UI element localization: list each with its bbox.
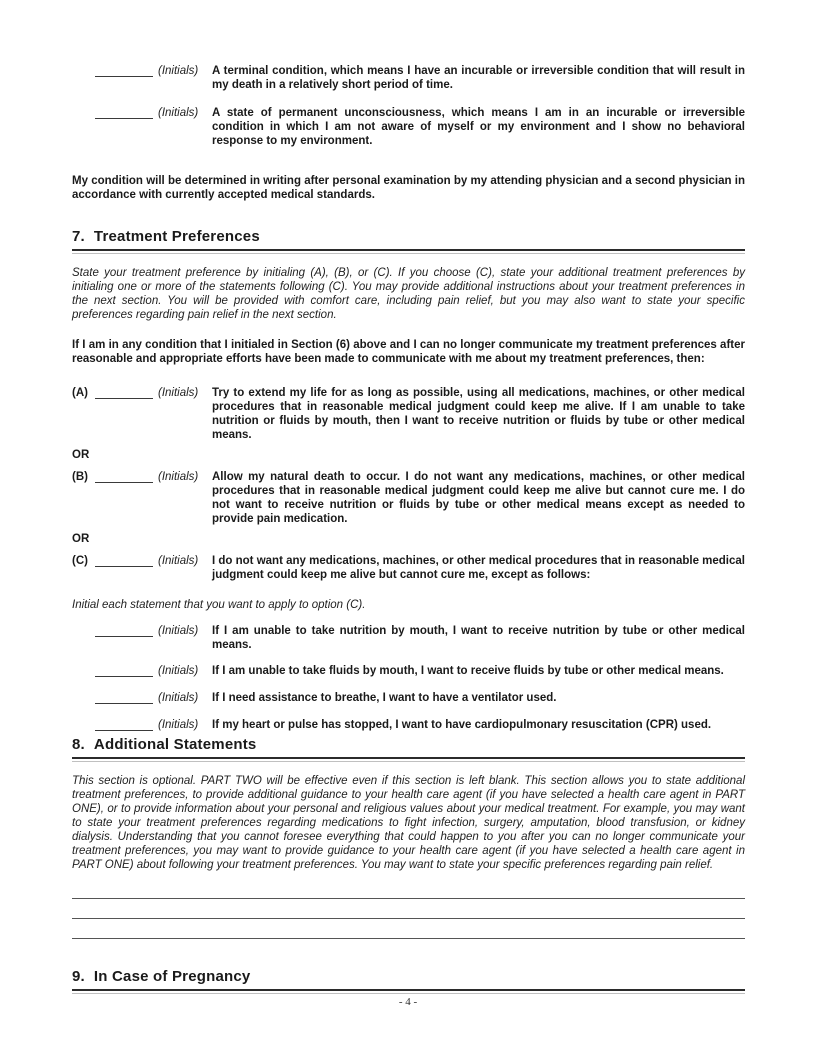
initials-label: (Initials) [158,555,199,567]
initials-label: (Initials) [158,387,199,399]
option-c-initials-blank[interactable] [95,554,153,567]
option-b-initials-blank[interactable] [95,470,153,483]
permanent-unconsciousness-text: A state of permanent unconsciousness, which means I am in an incurable or irreversible condition in which I am not aware of myself or my environment and I show no behavioral response to my environment. [212,107,745,147]
section-7-number: 7. [72,228,85,245]
terminal-condition-text: A terminal condition, which means I have an incurable or irreversible condition that will result in my death in a relatively short period of time. [212,65,745,91]
section-7-title: Treatment Preferences [93,228,260,245]
c-statement-ventilator-text: If I need assistance to breathe, I want to have a ventilator used. [212,692,557,704]
or-separator-2: OR [72,533,90,545]
c-statement-cpr-initials-blank[interactable] [95,718,153,731]
initials-label: (Initials) [158,107,199,119]
section-9-title: In Case of Pregnancy [93,968,251,985]
c-statement-fluids-initials-blank[interactable] [95,664,153,677]
section-7-condition-intro: If I am in any condition that I initialed in Section (6) above and I can no longer communicate my treatment preferences after reasonable and appropriate efforts have been made to communicate with me about my treatment preferences, then: [72,339,745,365]
condition-determination-paragraph: My condition will be determined in writing after personal examination by my attending physician and a second physician in accordance with currently accepted medical standards. [72,175,745,201]
option-c-letter: (C) [72,555,88,567]
section-8-instructions: This section is optional. PART TWO will be effective even if this section is left blank. This section allows you to state additional treatment preferences, to provide additional guidance to your health care agent (if you have selected a health care agent in PART ONE), or to provide information about your personal and religious values about your medical treatment. For example, you may want to state your treatment preferences regarding medications to fight infection, surgery, amputation, blood transfusion, or kidney dialysis. Understanding that you cannot foresee everything that could happen to you after you can no longer communicate your treatment preferences, you may want to provide guidance to your health care agent (if you have selected a health care agent in PART ONE) about following your treatment preferences. You may want to state your specific preferences regarding pain relief. [72,775,745,871]
c-statement-ventilator-initials-blank[interactable] [95,691,153,704]
option-c-row [72,554,745,582]
c-statement-fluids-text: If I am unable to take fluids by mouth, I want to receive fluids by tube or other medical means. [212,665,724,677]
heading-rule [72,761,745,762]
section-7-heading [72,228,745,251]
heading-rule [72,993,745,994]
initials-label: (Initials) [158,625,199,637]
c-statement-ventilator-row [72,691,745,705]
option-a-initials-blank[interactable] [95,386,153,399]
c-statement-nutrition-text: If I am unable to take nutrition by mouth, I want to receive nutrition by tube or other medical means. [212,625,745,651]
option-c-instruction: Initial each statement that you want to apply to option (C). [72,599,366,611]
section-8-number: 8. [72,736,85,753]
initials-label: (Initials) [158,471,199,483]
initials-label: (Initials) [158,692,199,704]
option-a-text: Try to extend my life for as long as possible, using all medications, machines, or other medical procedures that in reasonable medical judgment could keep me alive. If I am unable to take nutrition or fluids by mouth, then I want to receive nutrition or fluids by tube or other medical means. [212,387,745,441]
option-b-row [72,470,745,526]
section-9-heading [72,968,745,991]
section-7-instructions: State your treatment preference by initialing (A), (B), or (C). If you choose (C), state your additional treatment preferences by initialing one or more of the statements following (C). You may provide additional instructions about your treatment preferences in the next section. You will be provided with comfort care, including pain relief, but you may also want to state your specific preferences regarding pain relief in the next section. [72,267,745,321]
option-b-text: Allow my natural death to occur. I do not want any medications, machines, or other medical procedures that in reasonable medical judgment could keep me alive but cannot cure me. I do not want to receive nutrition or fluids by tube or other medical means except as needed to provide pain medication. [212,471,745,525]
initials-label: (Initials) [158,65,199,77]
additional-statements-writing-line-1[interactable] [72,898,745,899]
option-a-row [72,386,745,442]
initials-label: (Initials) [158,719,199,731]
c-statement-cpr-text: If my heart or pulse has stopped, I want to have cardiopulmonary resuscitation (CPR) used. [212,719,712,731]
permanent-unconsciousness-initials-blank[interactable] [95,106,153,119]
permanent-unconsciousness-row [72,106,745,148]
page-number: - 4 - [398,996,418,1008]
section-9-number: 9. [72,968,85,985]
option-a-letter: (A) [72,387,88,399]
terminal-condition-row [72,64,745,92]
section-8-heading [72,736,745,759]
c-statement-nutrition-initials-blank[interactable] [95,624,153,637]
additional-statements-writing-line-3[interactable] [72,938,745,939]
additional-statements-writing-line-2[interactable] [72,918,745,919]
c-statement-nutrition-row [72,624,745,652]
section-8-title: Additional Statements [93,736,257,753]
terminal-condition-initials-blank[interactable] [95,64,153,77]
heading-rule [72,253,745,254]
c-statement-cpr-row [72,718,745,732]
or-separator-1: OR [72,449,90,461]
initials-label: (Initials) [158,665,199,677]
option-c-text: I do not want any medications, machines, or other medical procedures that in reasonable medical judgment could keep me alive but cannot cure me, except as follows: [212,555,745,581]
option-b-letter: (B) [72,471,88,483]
c-statement-fluids-row [72,664,745,678]
